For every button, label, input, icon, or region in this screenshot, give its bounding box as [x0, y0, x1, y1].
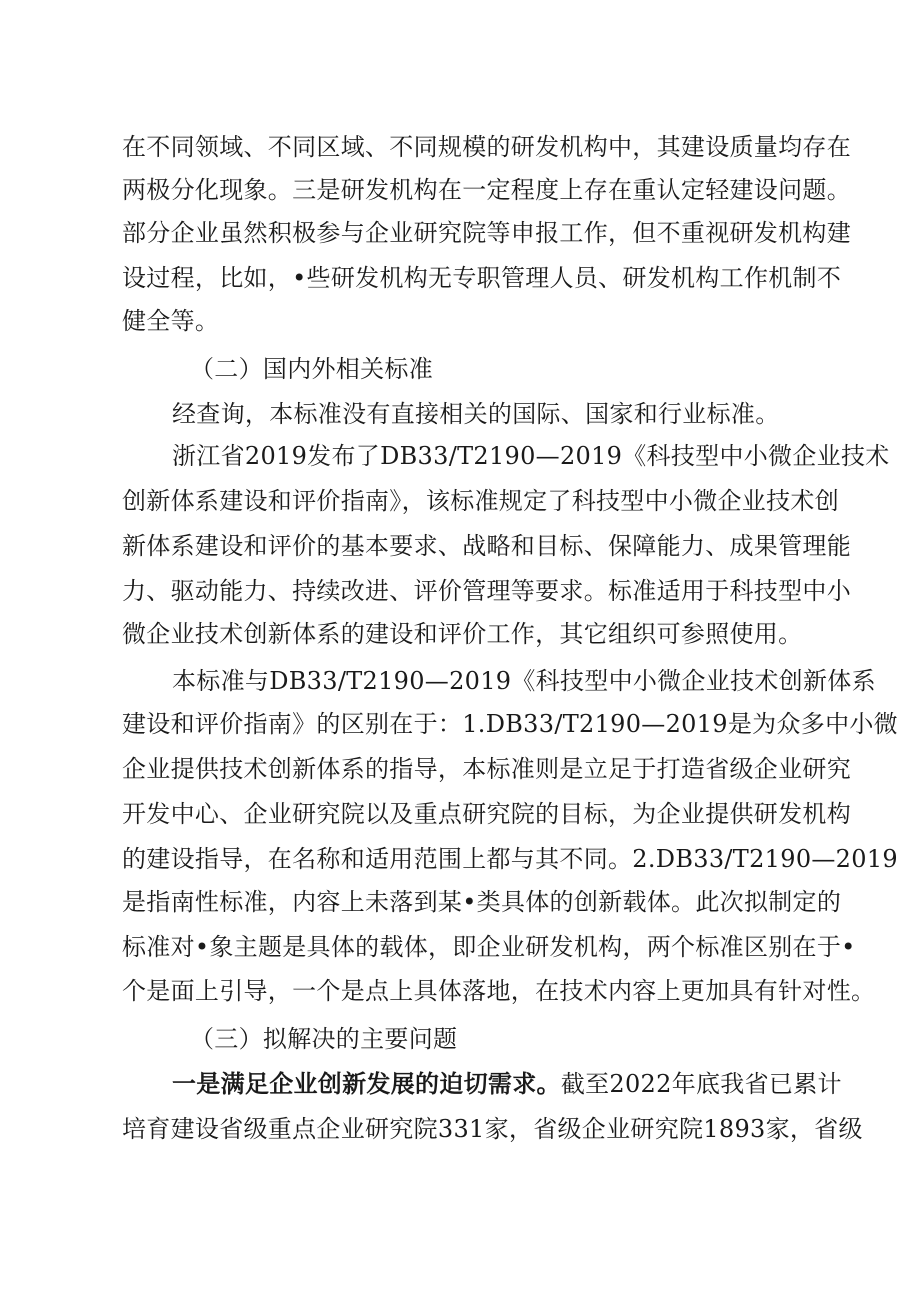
paragraph-line: 建设和评价指南》的区别在于：1.DB33/T2190—2019是为众多中小微 — [122, 710, 898, 738]
paragraph-line: 的建设指导，在名称和适用范围上都与其不同。2.DB33/T2190—2019 — [122, 845, 898, 873]
section-heading: （三）拟解决的主要问题 — [190, 1025, 458, 1053]
paragraph-line: 本标准与DB33/T2190—2019《科技型中小微企业技术创新体系 — [172, 667, 876, 695]
paragraph-line: 在不同领域、不同区域、不同规模的研发机构中，其建设质量均存在 — [122, 133, 851, 161]
paragraph-line: 部分企业虽然积极参与企业研究院等申报工作，但不重视研发机构建 — [122, 219, 851, 247]
paragraph-line: 是指南性标准，内容上未落到某•类具体的创新载体。此次拟制定的 — [122, 888, 842, 916]
paragraph-line: 设过程，比如，•些研发机构无专职管理人员、研发机构工作机制不 — [122, 264, 842, 292]
paragraph-line: 标准对•象主题是具体的载体，即企业研发机构，两个标准区别在于• — [122, 933, 856, 961]
paragraph-text: 截至2022年底我省已累计 — [560, 1070, 842, 1098]
paragraph-line: 力、驱动能力、持续改进、评价管理等要求。标准适用于科技型中小 — [122, 577, 851, 605]
bold-lead-text: 一是满足企业创新发展的迫切需求。 — [172, 1069, 561, 1098]
paragraph-first-line — [172, 1066, 842, 1102]
paragraph-line: 培育建设省级重点企业研究院331家，省级企业研究院1893家，省级 — [122, 1115, 863, 1143]
section-heading: （二）国内外相关标准 — [190, 355, 433, 383]
paragraph-line: 经查询，本标准没有直接相关的国际、国家和行业标准。 — [172, 400, 780, 428]
paragraph-line: 浙江省2019发布了DB33/T2190—2019《科技型中小微企业技术 — [172, 442, 890, 470]
paragraph-line: 两极分化现象。三是研发机构在一定程度上存在重认定轻建设问题。 — [122, 176, 851, 204]
paragraph-line: 微企业技术创新体系的建设和评价工作，其它组织可参照使用。 — [122, 620, 803, 648]
paragraph-line: 创新体系建设和评价指南》，该标准规定了科技型中小微企业技术创 — [122, 487, 839, 515]
paragraph-line: 健全等。 — [122, 307, 220, 335]
paragraph-line: 开发中心、企业研究院以及重点研究院的目标，为企业提供研发机构 — [122, 800, 851, 828]
paragraph-line: 个是面上引导，一个是点上具体落地，在技术内容上更加具有针对性。 — [122, 977, 876, 1005]
paragraph-line: 企业提供技术创新体系的指导，本标准则是立足于打造省级企业研究 — [122, 755, 851, 783]
paragraph-line: 新体系建设和评价的基本要求、战略和目标、保障能力、成果管理能 — [122, 532, 851, 560]
